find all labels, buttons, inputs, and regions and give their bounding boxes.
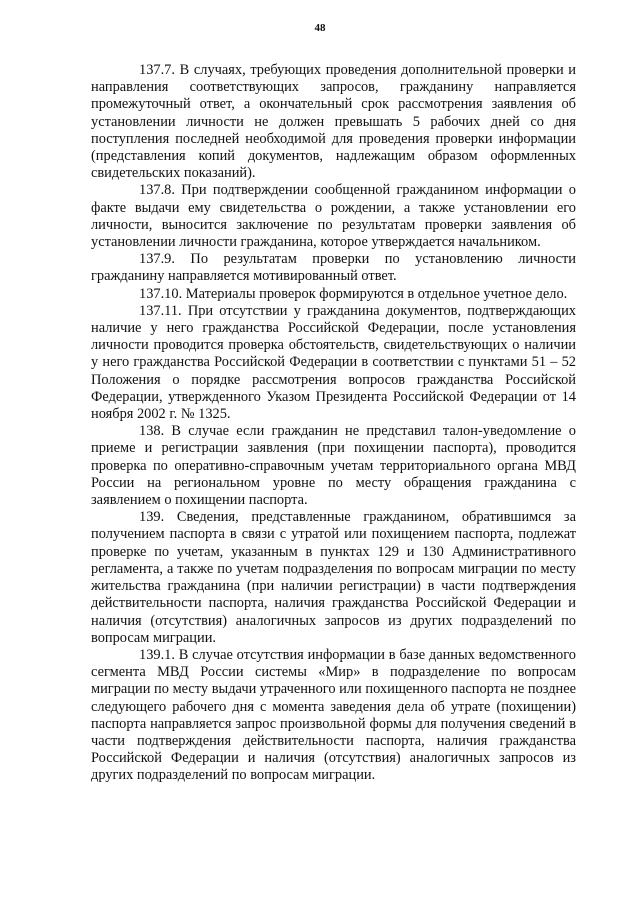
- page-number: 48: [314, 22, 326, 34]
- paragraph-138: 138. В случае если гражданин не представил талон-уведомление о приеме и регистрации заявления (при похищении паспорта), проводится проверка по оперативно-справочным учетам территориального органа МВД России на региональном уровне по месту обращения гражданина с заявлением о похищении паспорта.: [91, 423, 576, 509]
- paragraph-137-9: 137.9. По результатам проверки по установлению личности гражданину направляется мотивированный ответ.: [91, 251, 576, 285]
- paragraph-139: 139. Сведения, представленные гражданином, обратившимся за получением паспорта в связи с утратой или похищением паспорта, подлежат проверке по учетам, указанным в пунктах 129 и 130 Административного регламента, а также по учетам подразделения по вопросам миграции по месту жительства гражданина (при наличии регистрации) в части подтверждения действительности паспорта, наличия гражданства Российской Федерации и наличия (отсутствия) аналогичных запросов из других подразделений по вопросам миграции.: [91, 509, 576, 646]
- paragraph-137-11: 137.11. При отсутствии у гражданина документов, подтверждающих наличие у него гражданства Российской Федерации, после установления личности проводится проверка обстоятельств, свидетельствующих о наличии у него гражданства Российской Федерации в соответствии с пунктами 51 – 52 Положения о порядке рассмотрения вопросов гражданства Российской Федерации, утвержденного Указом Президента Российской Федерации от 14 ноября 2002 г. № 1325.: [91, 302, 576, 423]
- paragraph-137-7: 137.7. В случаях, требующих проведения дополнительной проверки и направления соответствующих запросов, гражданину направляется промежуточный ответ, а окончательный срок рассмотрения заявления об установлении личности не должен превышать 5 рабочих дней со дня поступления последней необходимой для проведения проверки информации (представления копий документов, надлежащим образом оформленных свидетельских показаний).: [91, 62, 576, 182]
- paragraph-139-1: 139.1. В случае отсутствия информации в базе данных ведомственного сегмента МВД России системы «Мир» в подразделение по вопросам миграции по месту выдачи утраченного или похищенного паспорта не позднее следующего рабочего дня с момента заведения дела об утрате (похищении) паспорта направляется запрос произвольной формы для получения сведений в части подтверждения действительности паспорта, наличия гражданства Российской Федерации и наличия (отсутствия) аналогичных запросов из других подразделений по вопросам миграции.: [91, 646, 576, 784]
- paragraph-137-10: 137.10. Материалы проверок формируются в отдельное учетное дело.: [139, 285, 568, 302]
- document-body: [91, 62, 576, 785]
- paragraph-137-8: 137.8. При подтверждении сообщенной гражданином информации о факте выдачи ему свидетельства о рождении, а также установлении его личности, выносится заключение по результатам проверки заявления об установлении личности гражданина, которое утверждается начальником.: [91, 182, 576, 251]
